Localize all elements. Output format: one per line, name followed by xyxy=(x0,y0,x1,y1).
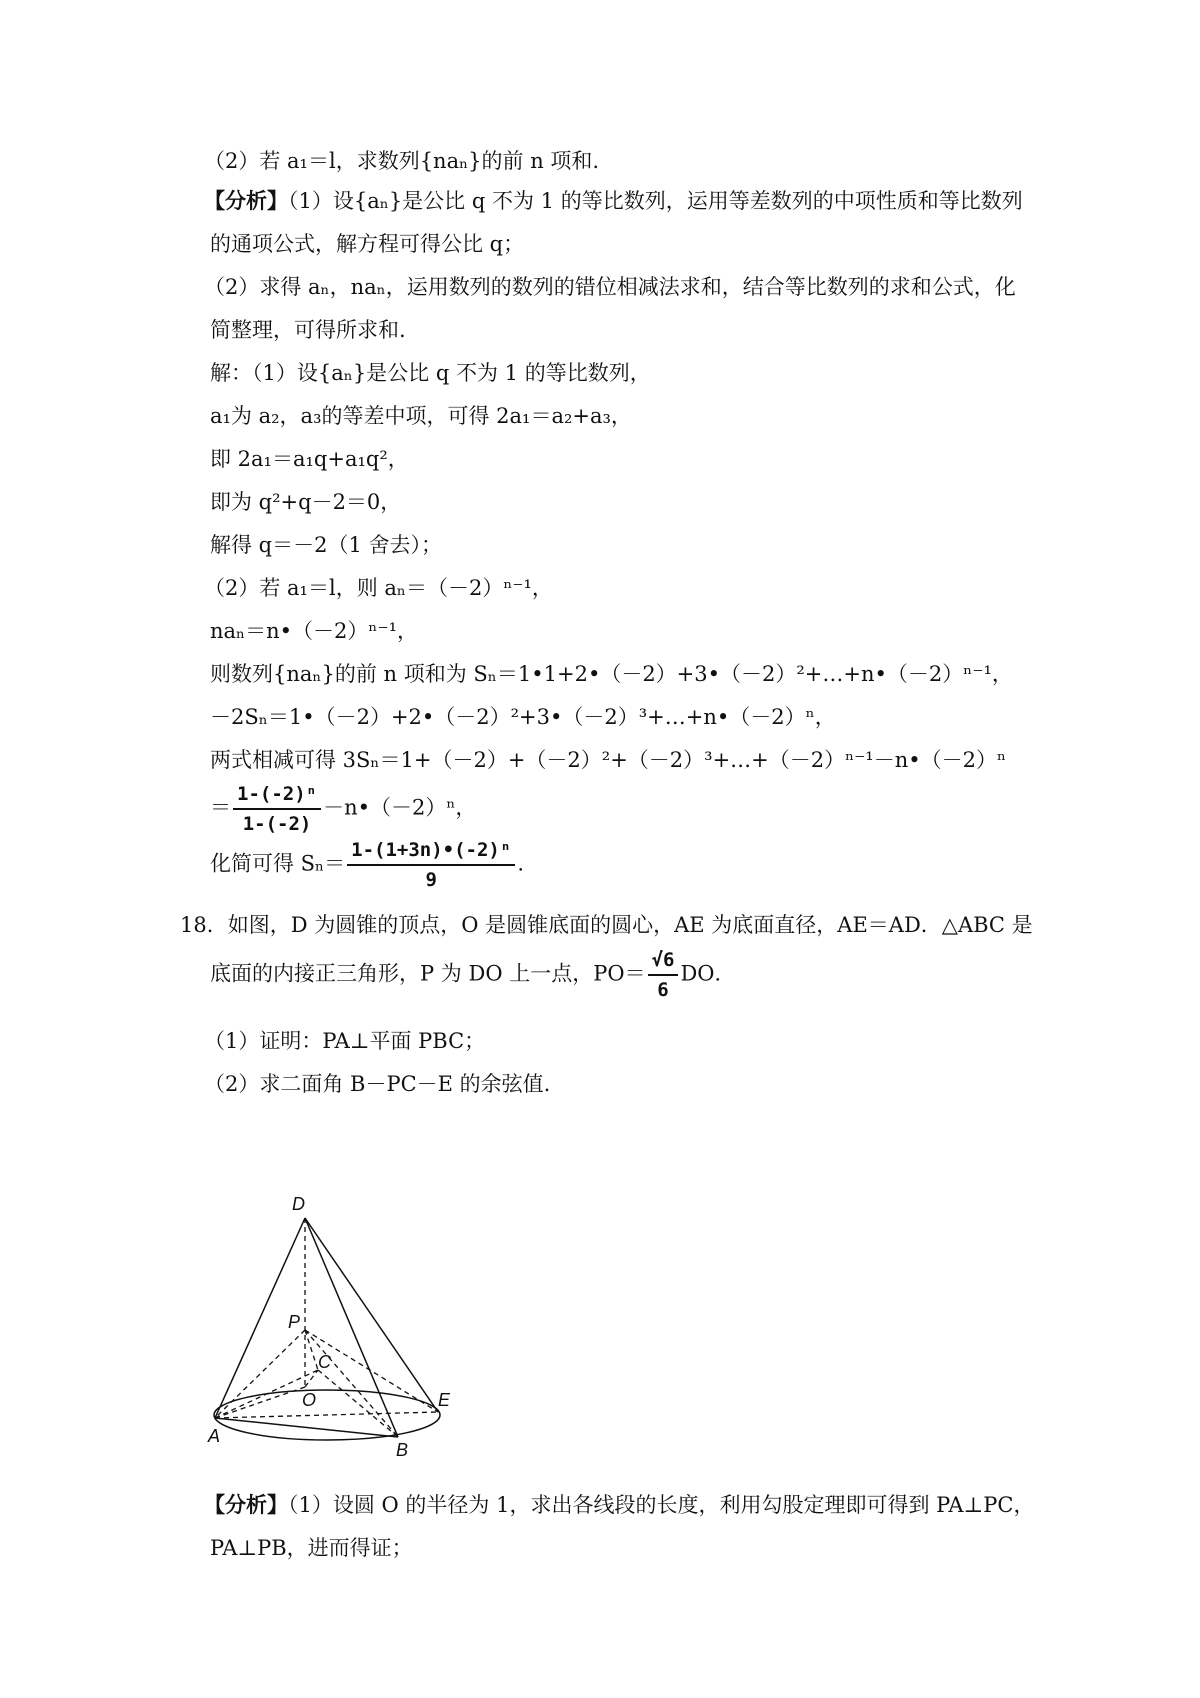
question-prefix: 底面的内接正三角形，P 为 DO 上一点，PO＝ xyxy=(210,961,646,986)
text-line: naₙ＝n•（－2）ⁿ⁻¹， xyxy=(210,619,418,643)
question-text xyxy=(210,948,736,1002)
formula-suffix: . xyxy=(517,851,524,876)
fraction-numerator: 1-(-2)ⁿ xyxy=(233,782,321,810)
fraction-numerator: √6 xyxy=(648,948,679,976)
text-line: 解：（1）设{aₙ}是公比 q 不为 1 的等比数列， xyxy=(210,361,651,385)
formula-prefix: ＝ xyxy=(210,795,231,820)
formula-prefix: 化简可得 Sₙ＝ xyxy=(210,851,346,876)
text-line xyxy=(204,186,1023,216)
formula-suffix: －n•（－2）ⁿ， xyxy=(323,795,477,820)
question-text: （2）求二面角 B－PC－E 的余弦值. xyxy=(204,1072,551,1096)
text-line: （2）若 a₁＝l，则 aₙ＝（－2）ⁿ⁻¹， xyxy=(204,576,553,600)
text-line: 的通项公式，解方程可得公比 q； xyxy=(210,232,525,256)
segment-P-B xyxy=(305,1330,398,1437)
analysis-tag: 【分析】 xyxy=(204,188,288,213)
text-line xyxy=(204,1490,1034,1520)
question-suffix: DO． xyxy=(680,961,736,986)
question-text: （1）证明：PA⊥平面 PBC； xyxy=(204,1029,486,1053)
fraction-denominator: 6 xyxy=(657,979,669,1001)
label-O: O xyxy=(302,1390,317,1410)
text-line: 解得 q＝－2（1 舍去）； xyxy=(210,533,443,557)
edge-D-B xyxy=(305,1218,398,1437)
text-line: 则数列{naₙ}的前 n 项和为 Sₙ＝1•1+2•（－2）+3•（－2）²+…+n•（－2）ⁿ⁻¹， xyxy=(210,662,1013,686)
text-line: （2）求得 aₙ，naₙ，运用数列的数列的错位相减法求和，结合等比数列的求和公式，化 xyxy=(204,275,1016,299)
edge-D-E xyxy=(305,1218,438,1412)
formula-line xyxy=(210,838,524,892)
label-C: C xyxy=(318,1352,331,1372)
label-A: A xyxy=(208,1426,221,1446)
text-line: PA⊥PB，进而得证； xyxy=(210,1536,413,1560)
text-line: 即为 q²+q－2＝0， xyxy=(210,490,402,514)
text-line: （2）若 a₁＝l，求数列{naₙ}的前 n 项和. xyxy=(204,149,600,173)
text-line: a₁为 a₂，a₃的等差中项，可得 2a₁＝a₂+a₃， xyxy=(210,404,632,428)
text-line: 两式相减可得 3Sₙ＝1+（－2）+（－2）²+（－2）³+…+（－2）ⁿ⁻¹－n•（－2）ⁿ xyxy=(210,748,1007,772)
segment-P-C xyxy=(305,1330,318,1370)
label-B: B xyxy=(396,1440,409,1460)
question-text: 18．如图，D 为圆锥的顶点，O 是圆锥底面的圆心，AE 为底面直径，AE＝AD．△ABC 是 xyxy=(180,913,1033,937)
segment-A-E xyxy=(215,1412,438,1418)
segment-P-A xyxy=(215,1330,305,1418)
segment-O-C xyxy=(305,1370,318,1387)
fraction-denominator: 1-(-2) xyxy=(242,813,312,835)
analysis-tag: 【分析】 xyxy=(204,1492,288,1517)
fraction-numerator: 1-(1+3n)•(-2)ⁿ xyxy=(347,838,515,866)
label-D: D xyxy=(292,1194,305,1214)
fraction-denominator: 9 xyxy=(425,869,437,891)
fraction xyxy=(648,948,679,1002)
text-line: 即 2a₁＝a₁q+a₁q²， xyxy=(210,447,409,471)
edge-A-B xyxy=(215,1418,398,1437)
fraction xyxy=(347,838,515,892)
segment-C-B xyxy=(318,1370,398,1437)
cone-figure xyxy=(210,1190,470,1460)
text-line: 简整理，可得所求和. xyxy=(210,318,406,342)
formula-line xyxy=(210,782,476,836)
label-P: P xyxy=(288,1312,301,1332)
analysis-text: （1）设{aₙ}是公比 q 不为 1 的等比数列，运用等差数列的中项性质和等比数列 xyxy=(288,189,1023,213)
text-line: －2Sₙ＝1•（－2）+2•（－2）²+3•（－2）³+…+n•（－2）ⁿ， xyxy=(210,705,836,729)
fraction xyxy=(233,782,321,836)
analysis-text: （1）设圆 O 的半径为 1，求出各线段的长度，利用勾股定理即可得到 PA⊥PC， xyxy=(288,1493,1035,1517)
label-E: E xyxy=(438,1390,451,1410)
